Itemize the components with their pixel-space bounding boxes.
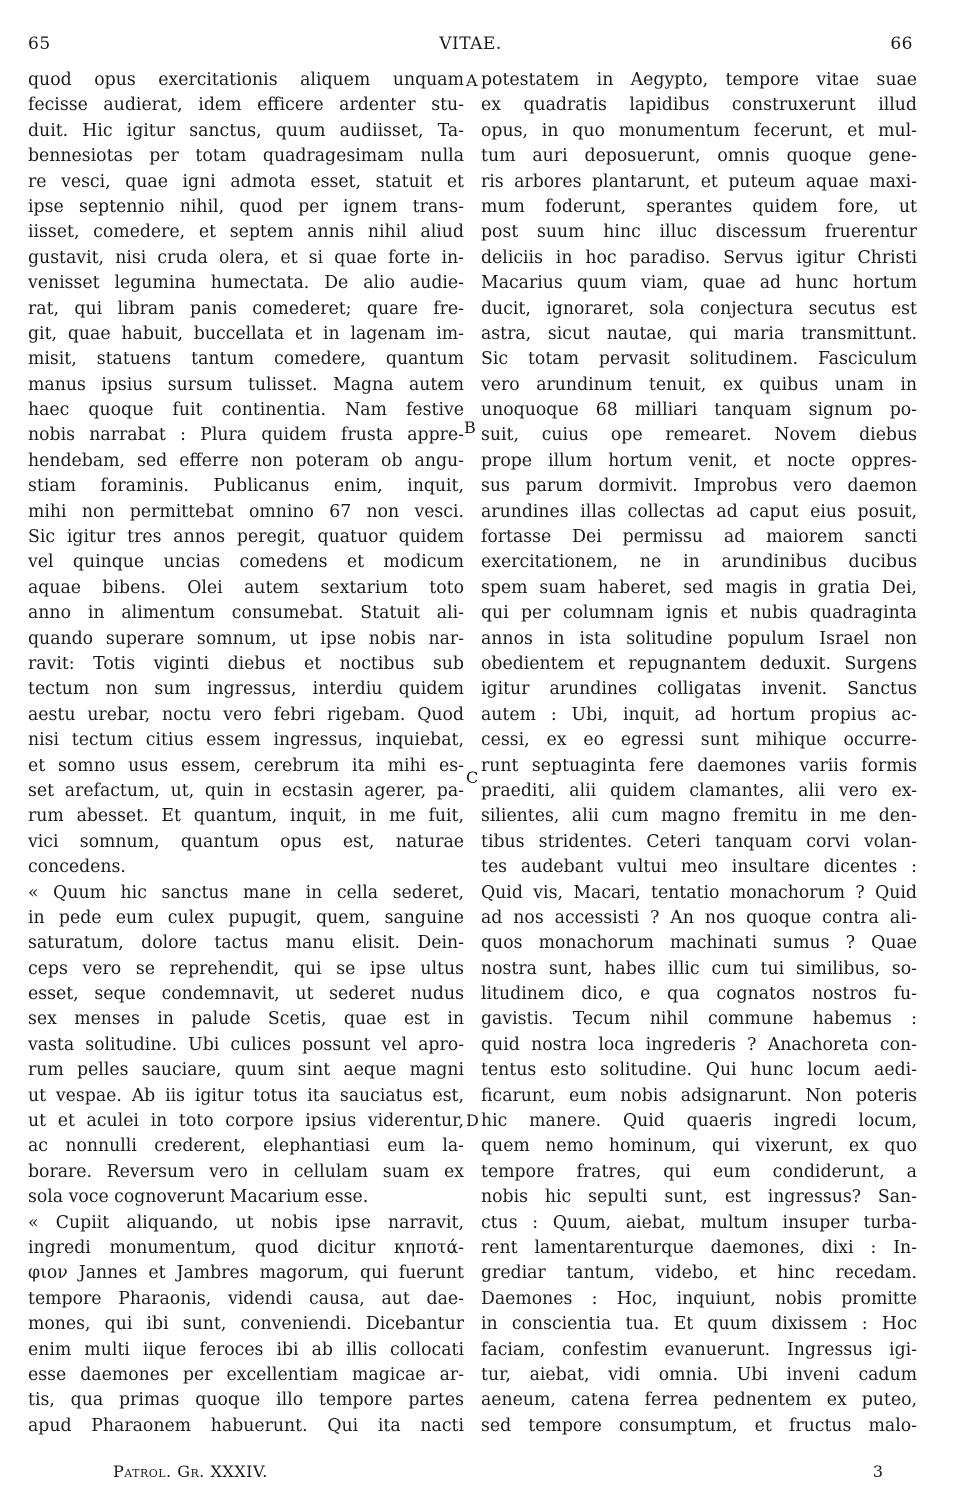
text-line: tur, aiebat, vidi omnia. Ubi inveni cadum [481,1364,917,1385]
text-line: obedientem et repugnantem deduxit. Surgens [481,653,917,674]
text-line: ficarunt, eum nobis adsignarunt. Non poteris [481,1085,917,1106]
text-line: praediti, alii quidem clamantes, alii vero ex- [481,780,917,801]
text-line: concedens. [28,857,126,878]
text-line: grediar tantum, videbo, et hinc recedam. [481,1263,917,1284]
text-line: duit. Hic igitur sanctus, quum audiisset, Ta- [28,120,464,141]
text-line: ut vespae. Ab iis igitur totus ita sauciatus est, [28,1085,464,1106]
text-line: tum auri deposuerunt, omnis quoque gene- [481,146,917,167]
text-line: litudinem dico, e qua cognatos nostros fu- [481,984,917,1005]
text-line: nobis hic sepulti sunt, est ingressus? San- [481,1187,917,1208]
text-line: ad nos accessisti ? An nos quoque contra ali- [481,907,917,928]
page-header [28,34,913,58]
text-line: tis, qua primas quoque illo tempore partes [28,1390,464,1411]
text-line: suit, cuius ope remearet. Novem diebus [481,425,917,446]
text-line: ex quadratis lapidibus construxerunt illud [481,95,917,116]
text-line: Quid vis, Macari, tentatio monachorum ? Quid [481,882,917,903]
text-line: ctus : Quum, aiebat, multum insuper turba- [481,1212,917,1233]
text-line: manus ipsius sursum tulisset. Magna autem [28,374,464,395]
text-line: anno in alimentum consumebat. Statuit ali- [28,603,464,624]
text-line: rat, qui libram panis comederet; quare fre- [28,298,464,319]
text-line: apud Pharaonem habuerunt. Qui ita nacti [28,1415,464,1436]
text-line: potestatem in Aegypto, tempore vitae suae [481,70,917,90]
text-line: enim multi iique feroces ibi ab illis collocati [28,1339,464,1360]
text-line: esse daemones per excellentiam magicae ar- [28,1364,464,1385]
text-line: astra, sicut nautae, qui maria transmittunt. [481,323,917,344]
text-line: ris arbores plantarunt, et puteum aquae maxi- [481,171,917,192]
text-line: Macarius quum viam, quae ad hunc hortum [481,273,917,294]
text-line: cessi, ex eo egressi sunt mihique occurre- [481,730,917,751]
text-line: iisset, comedere, et septem annis nihil aliud [28,222,464,243]
text-line: tentus esto solitudine. Qui hunc locum aedi- [481,1060,917,1081]
text-line: hic manere. Quid quaeris ingredi locum, [481,1111,917,1132]
text-line: aeneum, catena ferrea pednentem ex puteo, [481,1390,917,1411]
text-line: set arefactum, ut, quin in ecstasin agerer, pa- [28,780,464,801]
text-line: arundines illas collectas ad caput eius posuit, [481,501,917,522]
text-line: ducit, ignoraret, sola conjectura secutus est [481,298,917,319]
text-line: vici somnum, quantum opus est, naturae [28,831,464,852]
text-line: unoquoque 68 milliari tanquam signum po- [481,400,917,421]
text-line: tes audebant vultui meo insultare dicentes : [481,857,917,878]
text-line: mihi non permittebat omnino 67 non vesci. [28,501,464,522]
text-line: quid nostra loca ingrederis ? Anachoreta con- [481,1034,917,1055]
text-line: autem : Ubi, inquit, ad hortum propius ac- [481,704,917,725]
text-line: bennesiotas per totam quadragesimam nulla [28,146,464,167]
text-line: exercitationem, ne in arundinibus ducibus [481,552,917,573]
text-line: nostra sunt, habes illic cum tui similibus, so- [481,958,917,979]
text-line: opus, in quo monumentum fecerunt, et mul- [481,120,917,141]
text-line: ut et aculei in toto corpore ipsius viderentur, [28,1111,464,1132]
text-line: sex menses in palude Scetis, quae est in [28,1009,464,1030]
text-line: vel quinque uncias comedens et modicum [28,552,464,573]
text-line: « Quum hic sanctus mane in cella sederet, [28,882,464,903]
text-line: quando superare somnum, ut ipse nobis nar- [28,628,464,649]
source-citation: Patrol. Gr. XXXIV. [113,1462,268,1481]
margin-letter-d: D [466,1111,479,1130]
text-line: aquae bibens. Olei autem sextarium toto [28,577,464,598]
text-line: saturatum, dolore tactus manu elisit. Dein- [28,933,464,954]
text-line: rum pelles sauciare, quum sint aeque magni [28,1060,464,1081]
page-number-right: 66 [890,34,913,54]
text-line: qui per columnam ignis et nubis quadraginta [481,603,917,624]
text-line: gavistis. Tecum nihil commune habemus : [481,1009,917,1030]
text-line: git, quae habuit, buccellata et in lagenam im- [28,323,464,344]
text-line: in conscientia tua. Et quum dixissem : Hoc [481,1314,917,1335]
text-line: mones, qui ibi sunt, conveniendi. Dicebantur [28,1314,464,1335]
text-line: esset, seque condemnavit, ut sederet nudus [28,984,464,1005]
text-line: quod opus exercitationis aliquem unquam [28,70,464,90]
text-line: tibus stridentes. Ceteri tanquam corvi volan- [481,831,917,852]
text-line: tectum non sum ingressus, interdiu quidem [28,679,464,700]
text-line: haec quoque fuit continentia. Nam festive [28,400,464,421]
text-line: ingredi monumentum, quod dicitur κηποτά- [28,1237,464,1258]
text-line: fortasse Dei permissu ad maiorem sancti [481,527,917,548]
text-line: hendebam, sed efferre non poteram ob angu- [28,450,464,471]
text-line: quos monachorum machinati sumus ? Quae [481,933,917,954]
text-line: Sic igitur tres annos peregit, quatuor quidem [28,527,464,548]
text-line: stiam foraminis. Publicanus enim, inquit, [28,476,464,497]
text-line: Sic totam pervasit solitudinem. Fasciculum [481,349,917,370]
text-line: sed tempore consumptum, et fructus malo- [481,1415,917,1436]
text-line: in pede eum culex pupugit, quem, sanguine [28,907,464,928]
text-line: spem suam haberet, sed magis in gratia Dei, [481,577,917,598]
right-column [481,68,917,1439]
text-line: gustavit, nisi cruda olera, et si quae forte in- [28,247,464,268]
margin-letter-c: C [466,768,479,787]
text-line: silientes, alii cum magno fremitu in me den- [481,806,917,827]
text-line: igitur arundines colligatas invenit. Sanctus [481,679,917,700]
text-line: tempore fratres, qui eum condiderunt, a [481,1161,917,1182]
page-footer [28,1462,913,1484]
text-line: annos in ista solitudine populum Israel non [481,628,917,649]
text-line: ac nonnulli crederent, elephantiasi eum la- [28,1136,464,1157]
text-line: borare. Reversum vero in cellulam suam ex [28,1161,464,1182]
left-column [28,68,464,1439]
text-line: sus parum dormivit. Improbus vero daemon [481,476,917,497]
text-line: aestu urebar, noctu vero febri rigebam. Quod [28,704,464,725]
text-line: re vesci, quae igni admota esset, statuit et [28,171,464,192]
text-line: « Cupiit aliquando, ut nobis ipse narravit, [28,1212,464,1233]
text-line: faciam, confestim evanuerunt. Ingressus igi- [481,1339,917,1360]
text-line: deliciis in hoc paradiso. Servus igitur Christi [481,247,917,268]
text-line: ipse septennio nihil, quod per ignem trans- [28,196,464,217]
page-number-left: 65 [28,34,51,54]
text-line: Daemones : Hoc, inquiunt, nobis promitte [481,1288,917,1309]
text-line: misit, statuens tantum comedere, quantum [28,349,464,370]
text-line: mum foderunt, sperantes quidem fore, ut [481,196,917,217]
text-line: venisset legumina humectata. De alio audie- [28,273,464,294]
signature-mark: 3 [872,1462,883,1481]
text-line: rum abesset. Et quantum, inquit, in me fuit, [28,806,464,827]
text-line: ceps vero se reprehendit, qui se ipse ultus [28,958,464,979]
text-line: fecisse audierat, idem efficere ardenter stu- [28,95,464,116]
text-line: nobis narrabat : Plura quidem frusta appre- [28,425,464,446]
text-line: ravit: Totis viginti diebus et noctibus sub [28,653,464,674]
text-line: vasta solitudine. Ubi culices possunt vel apro- [28,1034,464,1055]
text-line: φιον Jannes et Jambres magorum, qui fuerunt [28,1263,464,1284]
text-line: tempore Pharaonis, videndi causa, aut dae- [28,1288,464,1309]
text-line: nisi tectum citius essem ingressus, inquiebat, [28,730,464,751]
margin-letter-a: A [466,71,478,90]
text-line: quem nemo hominum, qui vixerunt, ex quo [481,1136,917,1157]
text-line: runt septuaginta fere daemones variis formis [481,755,917,776]
text-line: prope illum hortum venit, et nocte oppres- [481,450,917,471]
running-title: VITAE. [439,34,502,54]
text-line: post suum hinc illuc discessum fruerentur [481,222,917,243]
text-line: et somno usus essem, cerebrum ita mihi es- [28,755,464,776]
margin-letter-b: B [464,418,476,437]
text-line: rent lamentarenturque daemones, dixi : In- [481,1237,917,1258]
text-line: vero arundinum tenuit, ex quibus unam in [481,374,917,395]
text-line: sola voce cognoverunt Macarium esse. [28,1187,369,1208]
